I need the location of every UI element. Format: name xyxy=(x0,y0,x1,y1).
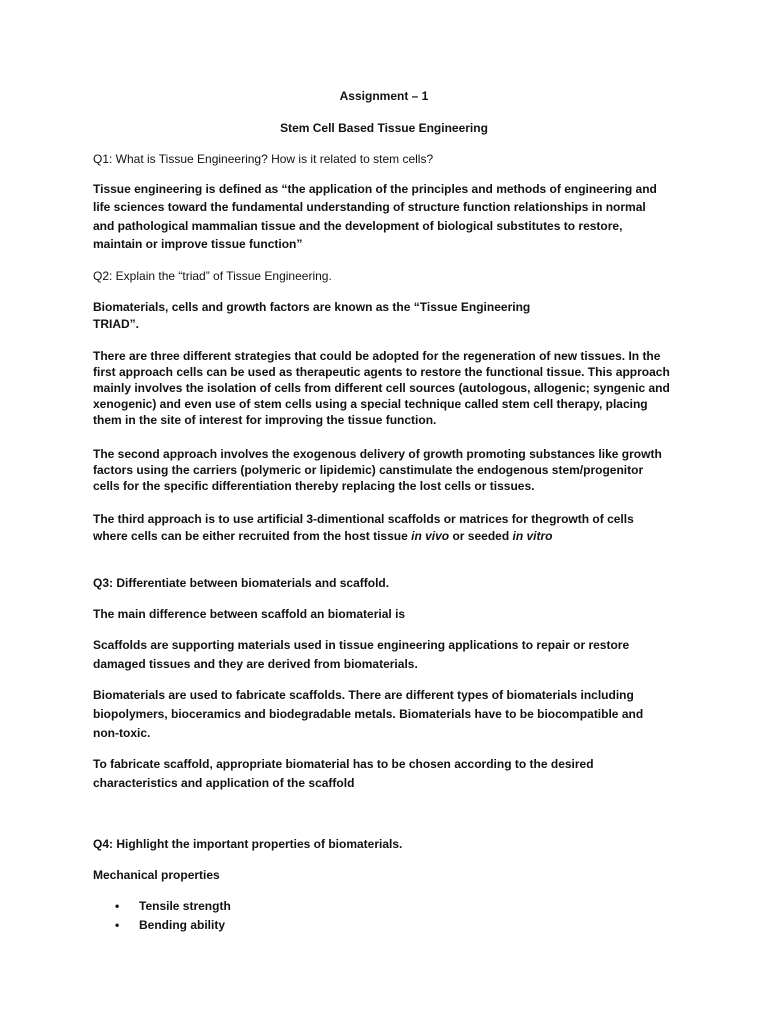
bullet-icon: • xyxy=(115,918,120,932)
q3-intro: The main difference between scaffold an biomaterial is xyxy=(93,607,406,621)
q2-strategy-line: them in the site of interest for improving the tissue function. xyxy=(93,413,437,427)
q3-scaffold-line: damaged tissues and they are derived from biomaterials. xyxy=(93,657,418,671)
q2-strategy-line: xenogenic) and even use of stem cells using a special technique called stem cell therapy, placing xyxy=(93,397,648,411)
q1-answer-line: Tissue engineering is defined as “the application of the principles and methods of engineering and xyxy=(93,182,657,196)
q1-answer-line: maintain or improve tissue function” xyxy=(93,237,303,251)
italic-in-vitro: in vitro xyxy=(512,529,553,543)
text-run: where cells can be either recruited from the host tissue xyxy=(93,529,412,543)
q1-question: Q1: What is Tissue Engineering? How is it related to stem cells? xyxy=(93,152,434,166)
italic-in-vivo: in vivo xyxy=(411,529,450,543)
q2-second-approach-line: cells for the specific differentiation thereby replacing the lost cells or tissues. xyxy=(93,479,535,493)
q2-triad-line: Biomaterials, cells and growth factors are known as the “Tissue Engineering xyxy=(93,300,531,314)
q3-biomaterial-line: Biomaterials are used to fabricate scaffolds. There are different types of biomaterials including xyxy=(93,688,634,702)
list-item: Bending ability xyxy=(139,918,226,932)
q3-biomaterial-line: biopolymers, bioceramics and biodegradable metals. Biomaterials have to be biocompatible and xyxy=(93,707,644,721)
q2-third-approach-line: The third approach is to use artificial 3-dimentional scaffolds or matrices for thegrowth of cells xyxy=(93,512,634,526)
q2-strategy-line: There are three different strategies that could be adopted for the regeneration of new tissues. In the xyxy=(93,349,661,363)
q2-triad-line: TRIAD”. xyxy=(93,317,139,331)
text-run: or seeded xyxy=(449,529,513,543)
q2-question: Q2: Explain the “triad” of Tissue Engineering. xyxy=(93,269,332,283)
q4-question: Q4: Highlight the important properties of biomaterials. xyxy=(93,837,403,851)
q1-answer-line: life sciences toward the fundamental understanding of structure function relationships in normal xyxy=(93,200,646,214)
q3-scaffold-line: Scaffolds are supporting materials used in tissue engineering applications to repair or restore xyxy=(93,638,630,652)
q2-third-approach-line xyxy=(93,528,553,544)
bullet-icon: • xyxy=(115,899,120,913)
document-subtitle: Stem Cell Based Tissue Engineering xyxy=(280,121,488,135)
q1-answer-line: and pathological mammalian tissue and the development of biological substitutes to restore, xyxy=(93,219,623,233)
assignment-title: Assignment – 1 xyxy=(339,89,429,103)
q2-strategy-line: mainly involves the isolation of cells from different cell sources (autologous, allogenic; syngenic and xyxy=(93,381,670,395)
q4-subheading: Mechanical properties xyxy=(93,868,220,882)
q3-fabricate-line: To fabricate scaffold, appropriate biomaterial has to be chosen according to the desired xyxy=(93,757,594,771)
q3-question: Q3: Differentiate between biomaterials and scaffold. xyxy=(93,576,390,590)
q2-second-approach-line: The second approach involves the exogenous delivery of growth promoting substances like growth xyxy=(93,447,662,461)
q3-fabricate-line: characteristics and application of the scaffold xyxy=(93,776,355,790)
list-item: Tensile strength xyxy=(139,899,231,913)
q2-strategy-line: first approach cells can be used as therapeutic agents to restore the functional tissue. This approach xyxy=(93,365,670,379)
q2-second-approach-line: factors using the carriers (polymeric or lipidemic) canstimulate the endogenous stem/progenitor xyxy=(93,463,644,477)
q3-biomaterial-line: non-toxic. xyxy=(93,726,151,740)
